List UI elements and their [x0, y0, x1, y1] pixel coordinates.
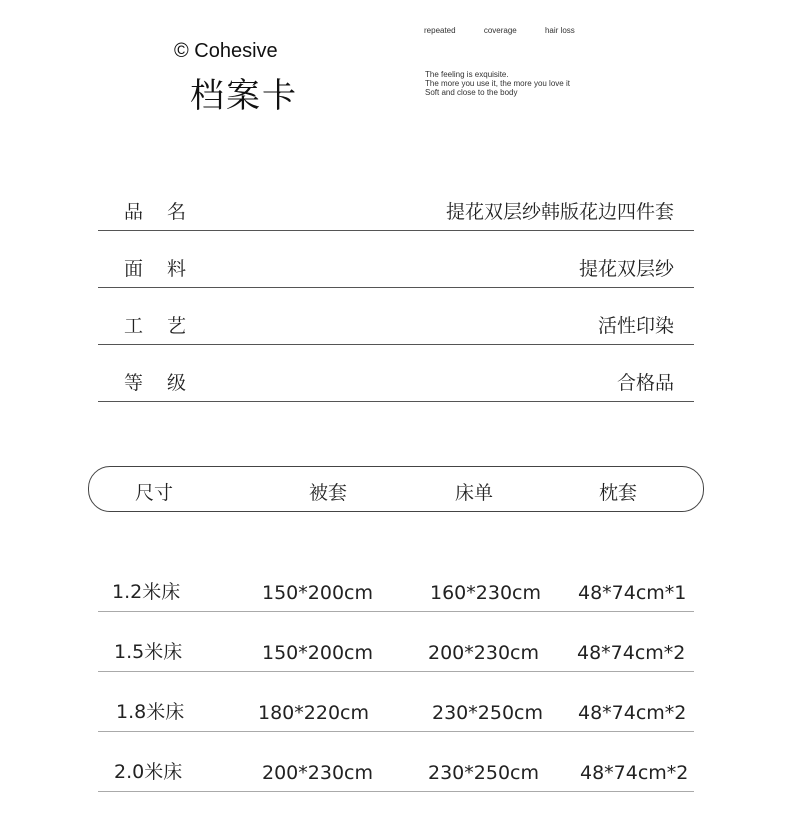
tag-coverage: coverage — [483, 26, 517, 35]
header-size: 尺寸 — [135, 482, 174, 504]
info-value: 合格品 — [616, 372, 674, 394]
table-row — [98, 612, 694, 672]
sheet-size-cell: 160*230cm — [430, 582, 541, 604]
table-row — [98, 552, 694, 612]
info-row-name — [98, 190, 694, 231]
bed-size-cell: 1.2米床 — [112, 581, 181, 603]
duvet-size-cell: 180*220cm — [258, 702, 369, 724]
table-row — [98, 732, 694, 792]
pillowcase-size-cell: 48*74cm*2 — [577, 642, 686, 664]
info-label: 工艺 — [124, 315, 211, 337]
info-value: 活性印染 — [597, 315, 674, 337]
info-row-craft — [98, 288, 694, 345]
pillowcase-size-cell: 48*74cm*2 — [578, 702, 687, 724]
sheet-size-cell: 200*230cm — [428, 642, 539, 664]
brand-name: © Cohesive — [174, 40, 278, 62]
info-row-fabric — [98, 231, 694, 288]
pillowcase-size-cell: 48*74cm*2 — [580, 762, 689, 784]
size-table-header — [88, 466, 704, 512]
bed-size-cell: 1.8米床 — [116, 701, 185, 723]
bed-size-cell: 1.5米床 — [114, 641, 183, 663]
size-table — [98, 552, 694, 792]
card-title: 档案卡 — [190, 76, 298, 116]
tag-repeated: repeated — [424, 26, 456, 35]
tagline-line: The feeling is exquisite. — [425, 70, 509, 79]
info-label: 等级 — [124, 372, 211, 394]
tag-hair-loss: hair loss — [544, 26, 575, 35]
tagline-line: Soft and close to the body — [425, 88, 518, 97]
pillowcase-size-cell: 48*74cm*1 — [578, 582, 687, 604]
sheet-size-cell: 230*250cm — [428, 762, 539, 784]
duvet-size-cell: 150*200cm — [262, 642, 373, 664]
tagline — [425, 70, 570, 97]
header-sheet: 床单 — [455, 482, 494, 504]
info-row-grade — [98, 345, 694, 402]
product-info-list — [98, 190, 694, 402]
info-value: 提花双层纱 — [578, 258, 674, 280]
bed-size-cell: 2.0米床 — [114, 761, 183, 783]
sheet-size-cell: 230*250cm — [432, 702, 543, 724]
header-pillowcase: 枕套 — [599, 482, 638, 504]
info-value: 提花双层纱韩版花边四件套 — [445, 201, 674, 223]
tagline-line: The more you use it, the more you love it — [425, 79, 570, 88]
header-duvet: 被套 — [309, 482, 348, 504]
feature-tags — [424, 26, 601, 35]
duvet-size-cell: 150*200cm — [262, 582, 373, 604]
duvet-size-cell: 200*230cm — [262, 762, 373, 784]
info-label: 面料 — [124, 258, 211, 280]
info-label: 品名 — [124, 201, 211, 223]
table-row — [98, 672, 694, 732]
